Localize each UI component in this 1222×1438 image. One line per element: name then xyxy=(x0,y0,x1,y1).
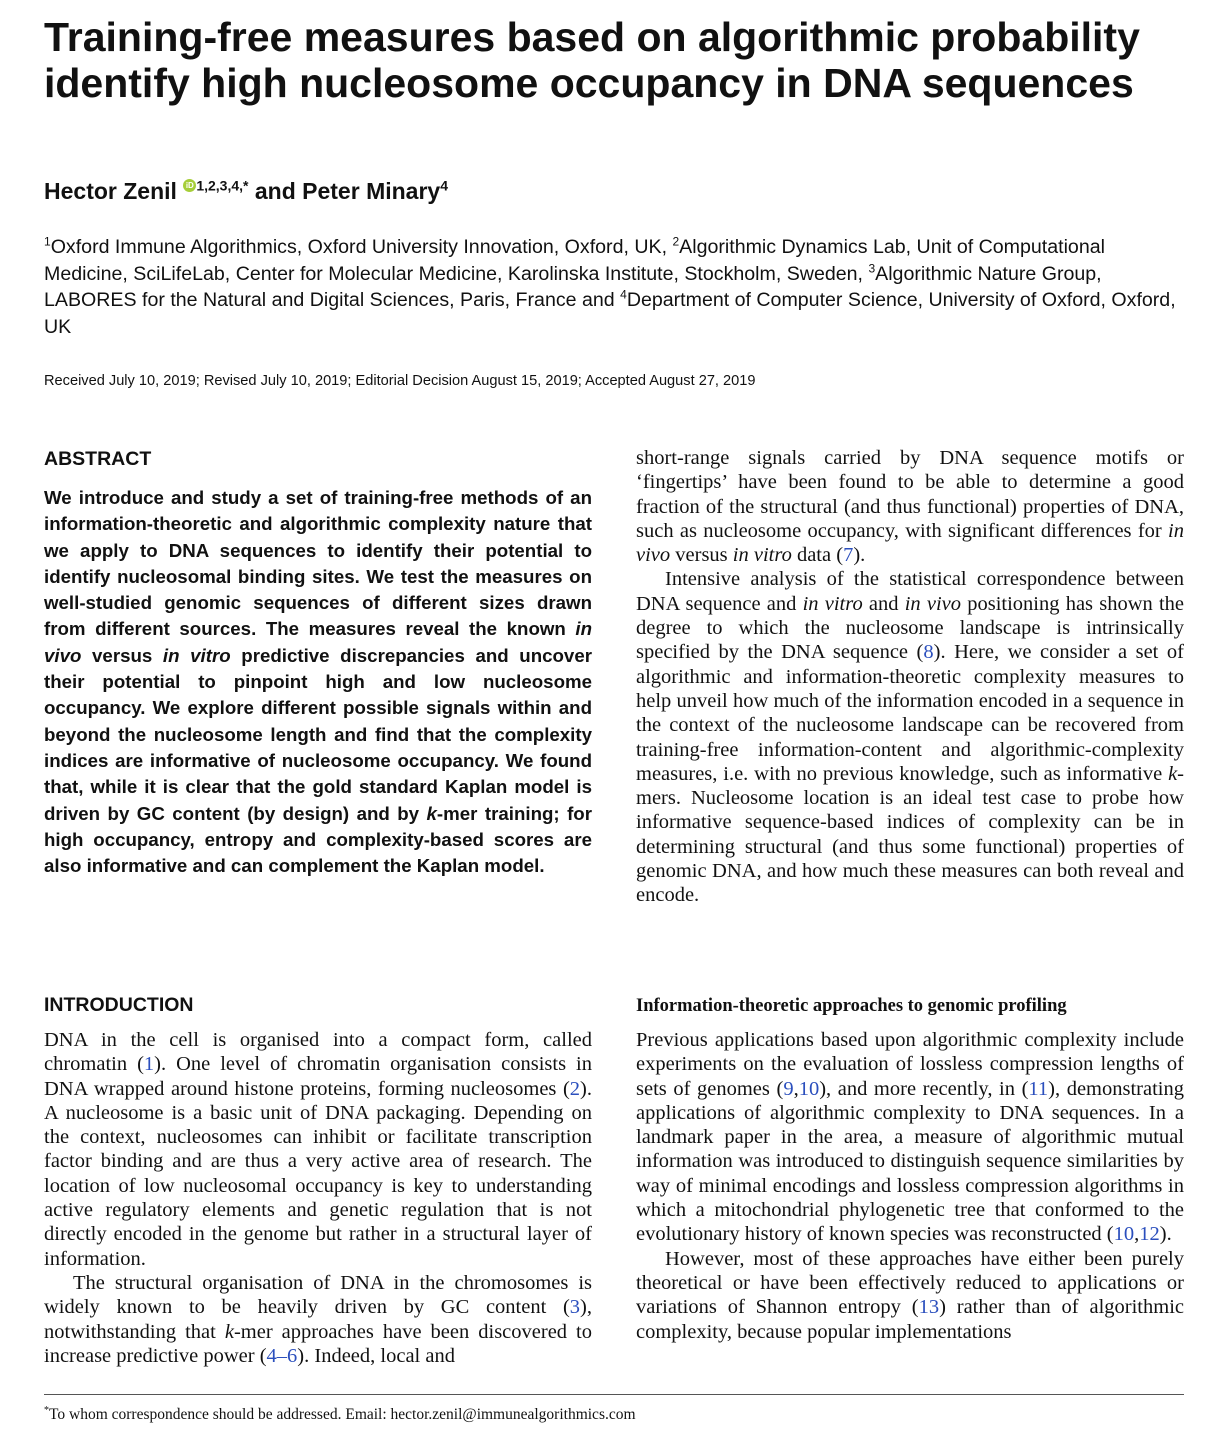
publication-dates: Received July 10, 2019; Revised July 10, 2019; Editorial Decision August 15, 2019; Accepted August 27, 2019 xyxy=(44,373,756,389)
abstract-emphasis: in vitro xyxy=(162,644,231,666)
citation-link[interactable]: 1 xyxy=(143,1053,155,1076)
introduction-body xyxy=(44,1028,592,1368)
abstract-emphasis: in vivo xyxy=(44,618,592,666)
affiliation: Algorithmic Nature Group, LABORES for the Natural and Digital Sciences, Paris, France and xyxy=(44,262,1102,312)
text-segment: -mers. Nucleosome location is an ideal test case to probe how informative sequence-based indices of complexity can be in determining structural (and thus some functional) properties of genomic DNA, and how much these measures can both reveal and encode. xyxy=(636,762,1184,907)
paragraph xyxy=(636,567,1184,907)
text-segment: , xyxy=(793,1077,799,1100)
text-segment: ). One level of chromatin organisation consists in DNA wrapped around histone proteins, forming nucleosomes ( xyxy=(44,1053,592,1100)
citation-link[interactable]: 7 xyxy=(843,544,854,567)
author-name[interactable]: Peter Minary xyxy=(302,178,441,204)
affiliation: Oxford Immune Algorithmics, Oxford University Innovation, Oxford, UK, xyxy=(50,236,668,258)
text-segment: and xyxy=(868,592,899,615)
text-segment: ). Indeed, local and xyxy=(297,1344,455,1367)
citation-link[interactable]: 12 xyxy=(1139,1223,1160,1246)
citation-link[interactable]: 9 xyxy=(783,1077,794,1100)
text-segment: ), notwithstanding that xyxy=(44,1296,592,1343)
text-emphasis: k xyxy=(1168,762,1178,785)
footnote-mark: * xyxy=(44,1405,49,1416)
author-conjunction: and xyxy=(254,178,296,204)
text-segment: positioning has shown the degree to which the nucleosome landscape is intrinsically specified by the DNA sequence ( xyxy=(636,592,1184,664)
abstract-segment: predictive discrepancies and uncover their potential to pinpoint high and low nucleosome occupancy. We explore different possible signals within and beyond the nucleosome length and find that the complexity indices are informative of nucleosome occupancy. We found that, while it is clear that the gold standard Kaplan model is driven by GC content (by design) and by xyxy=(44,644,592,824)
text-emphasis: in vitro xyxy=(802,592,863,615)
affiliation: Algorithmic Dynamics Lab, Unit of Computational Medicine, SciLifeLab, Center for Molecular Medicine, Karolinska Institute, Stockholm, Sweden, xyxy=(44,236,1105,285)
affiliation-number: 4 xyxy=(620,287,627,302)
abstract-heading: ABSTRACT xyxy=(44,448,152,470)
text-emphasis: in vivo xyxy=(636,519,1184,567)
article-title: Training-free measures based on algorithmic probability identify high nucleosome occupancy in DNA sequences xyxy=(44,14,1140,106)
text-segment: versus xyxy=(675,544,728,567)
text-segment: ), demonstrating applications of algorithmic complexity to DNA sequences. In a landmark paper in the area, a measure of algorithmic mutual information was introduced to distinguish sequence similarities by way of minimal encodings and lossless compression algorithms in which a mitochondrial phylogenetic tree that conformed to the evolutionary history of known species was reconstructed ( xyxy=(636,1077,1184,1246)
text-segment: , xyxy=(1134,1223,1140,1246)
text-emphasis: in vivo xyxy=(904,592,962,615)
citation-link[interactable]: 3 xyxy=(569,1296,581,1319)
text-segment: ). xyxy=(853,544,866,567)
text-segment: Previous applications based upon algorithmic complexity include experiments on the evaluation of lossless compression lengths of sets of genomes ( xyxy=(636,1029,1184,1100)
abstract-emphasis: k xyxy=(426,802,437,824)
right-column-continuation xyxy=(636,446,1184,908)
text-segment: DNA in the cell is organised into a compact form, called chromatin ( xyxy=(44,1029,592,1076)
paragraph xyxy=(44,1028,592,1271)
section-subheading: Information-theoretic approaches to genomic profiling xyxy=(636,996,1067,1016)
paragraph xyxy=(44,1271,592,1368)
affiliations xyxy=(44,234,1184,341)
text-emphasis: k xyxy=(224,1320,234,1343)
citation-link[interactable]: 10 xyxy=(798,1077,820,1100)
text-segment: ). Here, we consider a set of algorithmic and information-theoretic complexity measures to help unveil how much of the information encoded in a sequence in the context of the nucleosome landscape can be recovered from training-free information-content and algorithmic-complexity measures, i.e. with no previous knowledge, such as informative xyxy=(636,641,1184,785)
paragraph xyxy=(636,1247,1184,1344)
paragraph xyxy=(636,446,1184,567)
citation-link[interactable]: 4–6 xyxy=(266,1344,298,1367)
paragraph xyxy=(636,1028,1184,1247)
citation-link[interactable]: 10 xyxy=(1113,1223,1135,1246)
text-segment: data ( xyxy=(796,544,844,567)
text-emphasis: in vitro xyxy=(732,544,792,567)
introduction-heading: INTRODUCTION xyxy=(44,994,194,1016)
citation-link[interactable]: 8 xyxy=(923,641,934,664)
text-segment: ). xyxy=(1159,1223,1172,1246)
abstract-segment: -mer training; for high occupancy, entropy and complexity-based scores are also informative and can complement the Kaplan model. xyxy=(44,802,592,877)
author-list xyxy=(44,176,448,206)
info-section-body xyxy=(636,1028,1184,1344)
correspondence-footnote xyxy=(44,1401,636,1425)
affiliation: Department of Computer Science, University of Oxford, Oxford, UK xyxy=(44,289,1176,339)
orcid-icon[interactable]: iD xyxy=(183,179,196,192)
affiliation-number: 2 xyxy=(672,234,680,249)
author-name[interactable]: Hector Zenil xyxy=(44,178,177,204)
text-segment: The structural organisation of DNA in the chromosomes is widely known to be heavily driven by GC content ( xyxy=(44,1271,592,1319)
text-segment: ). A nucleosome is a basic unit of DNA packaging. Depending on the context, nucleosomes can inhibit or facilitate transcription factor binding and are thus a very active area of research. The location of low nucleosomal occupancy is key to understanding active regulatory elements and genetic regulation that is not directly encoded in the genome but rather in a structural layer of information. xyxy=(44,1077,592,1270)
text-segment: Intensive analysis of the statistical correspondence between DNA sequence and xyxy=(636,568,1184,615)
text-segment: ) rather than of algorithmic complexity, because popular implementations xyxy=(636,1296,1184,1343)
author-affiliation-marks: 1,2,3,4,* xyxy=(196,177,249,194)
affiliation-number: 3 xyxy=(868,261,876,276)
citation-link[interactable]: 11 xyxy=(1028,1077,1049,1100)
text-segment: However, most of these approaches have either been purely theoretical or have been effectively reduced to applications or variations of Shannon entropy ( xyxy=(636,1247,1184,1319)
text-segment: ), and more recently, in ( xyxy=(819,1077,1029,1100)
affiliation-number: 1 xyxy=(44,234,51,249)
text-segment: -mer approaches have been discovered to increase predictive power ( xyxy=(44,1320,592,1367)
footnote-divider xyxy=(44,1394,1184,1395)
abstract-segment: versus xyxy=(92,644,153,666)
abstract-text xyxy=(44,485,592,879)
text-segment: short-range signals carried by DNA sequence motifs or ‘fingertips’ have been found to be able to determine a good fraction of the structural (and thus functional) properties of DNA, such as nucleosome occupancy, with significant differences for xyxy=(636,447,1184,542)
footnote-text[interactable]: To whom correspondence should be addressed. Email: hector.zenil@immunealgorithmics.com xyxy=(49,1406,636,1424)
abstract-segment: We introduce and study a set of training-free methods of an information-theoretic and algorithmic complexity nature that we apply to DNA sequences to identify their potential to identify nucleosomal binding sites. We test the measures on well-studied genomic sequences of different sizes drawn from different sources. The measures reveal the known xyxy=(44,487,592,640)
author-affiliation-marks: 4 xyxy=(440,177,448,194)
citation-link[interactable]: 13 xyxy=(918,1296,940,1319)
citation-link[interactable]: 2 xyxy=(569,1077,581,1100)
